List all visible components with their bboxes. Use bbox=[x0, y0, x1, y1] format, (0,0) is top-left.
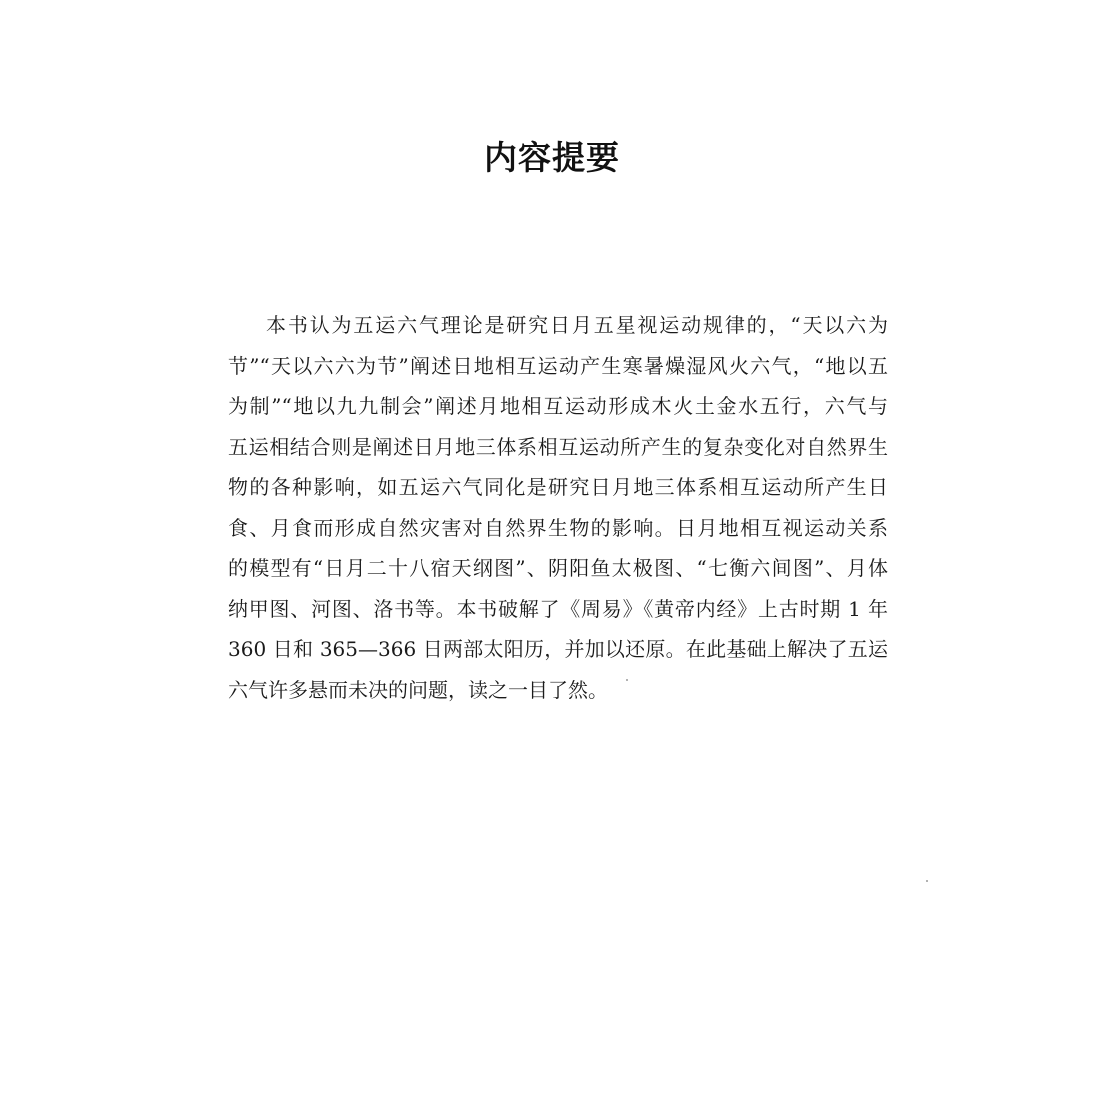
paragraph-line: 食、月食而形成自然灾害对自然界生物的影响。日月地相互视运动关系 bbox=[228, 515, 888, 540]
summary-paragraph bbox=[228, 305, 888, 710]
paragraph-line: 节”“天以六六为节”阐述日地相互运动产生寒暑燥湿风火六气，“地以五 bbox=[228, 353, 888, 378]
paragraph-line: 五运相结合则是阐述日月地三体系相互运动所产生的复杂变化对自然界生 bbox=[228, 434, 888, 459]
scan-speck bbox=[626, 679, 628, 681]
paragraph-line: 纳甲图、河图、洛书等。本书破解了《周易》《黄帝内经》上古时期 1 年 bbox=[228, 596, 888, 621]
paragraph-line: 本书认为五运六气理论是研究日月五星视运动规律的，“天以六为 bbox=[266, 313, 888, 337]
paragraph-line: 360 日和 365—366 日两部太阳历，并加以还原。在此基础上解决了五运 bbox=[228, 637, 888, 661]
scan-speck bbox=[926, 880, 928, 882]
paragraph-line: 六气许多悬而未决的问题，读之一目了然。 bbox=[228, 677, 608, 702]
page-title: 内容提要 bbox=[484, 138, 620, 177]
paragraph-line: 为制”“地以九九制会”阐述月地相互运动形成木火土金水五行，六气与 bbox=[228, 394, 888, 418]
paragraph-line: 物的各种影响，如五运六气同化是研究日月地三体系相互运动所产生日 bbox=[228, 475, 888, 499]
paragraph-line: 的模型有“日月二十八宿天纲图”、阴阳鱼太极图、“七衡六间图”、月体 bbox=[228, 556, 888, 580]
